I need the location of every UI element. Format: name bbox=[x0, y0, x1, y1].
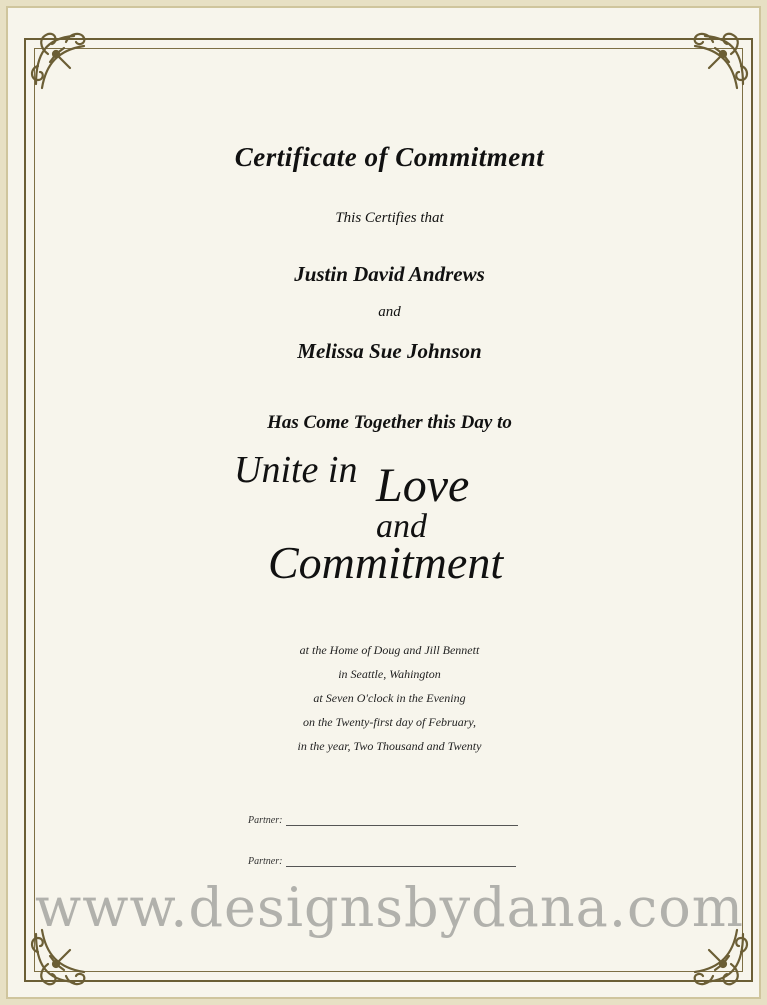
watermark-text: www.designsbydana.com bbox=[35, 876, 744, 939]
certificate-title: Certificate of Commitment bbox=[234, 142, 545, 172]
event-details bbox=[6, 638, 767, 758]
unite-in-text: Unite in bbox=[234, 449, 358, 491]
details-line: at the Home of Doug and Jill Bennett bbox=[299, 643, 480, 657]
and-connector: and bbox=[378, 304, 401, 320]
corner-flourish-icon bbox=[675, 24, 753, 102]
details-line: in the year, Two Thousand and Twenty bbox=[297, 739, 482, 753]
certifies-line: This Certifies that bbox=[335, 210, 444, 226]
together-line: Has Come Together this Day to bbox=[267, 412, 512, 433]
signature-line-one bbox=[248, 815, 518, 826]
partner-one-name: Justin David Andrews bbox=[294, 262, 485, 286]
details-line: at Seven O'clock in the Evening bbox=[313, 691, 466, 705]
details-line: on the Twenty-first day of February, bbox=[302, 715, 477, 729]
love-text: Love bbox=[376, 459, 470, 512]
details-line: in Seattle, Wahington bbox=[338, 667, 441, 681]
signature-label: Partner: bbox=[248, 815, 283, 826]
commitment-text: Commitment bbox=[268, 537, 504, 588]
signature-label: Partner: bbox=[248, 856, 283, 867]
signature-rule bbox=[286, 815, 518, 826]
signature-line-two bbox=[248, 856, 516, 867]
and-script-text: and bbox=[376, 508, 427, 545]
corner-flourish-icon bbox=[26, 24, 104, 102]
signature-rule bbox=[286, 856, 516, 867]
partner-two-name: Melissa Sue Johnson bbox=[297, 339, 482, 363]
